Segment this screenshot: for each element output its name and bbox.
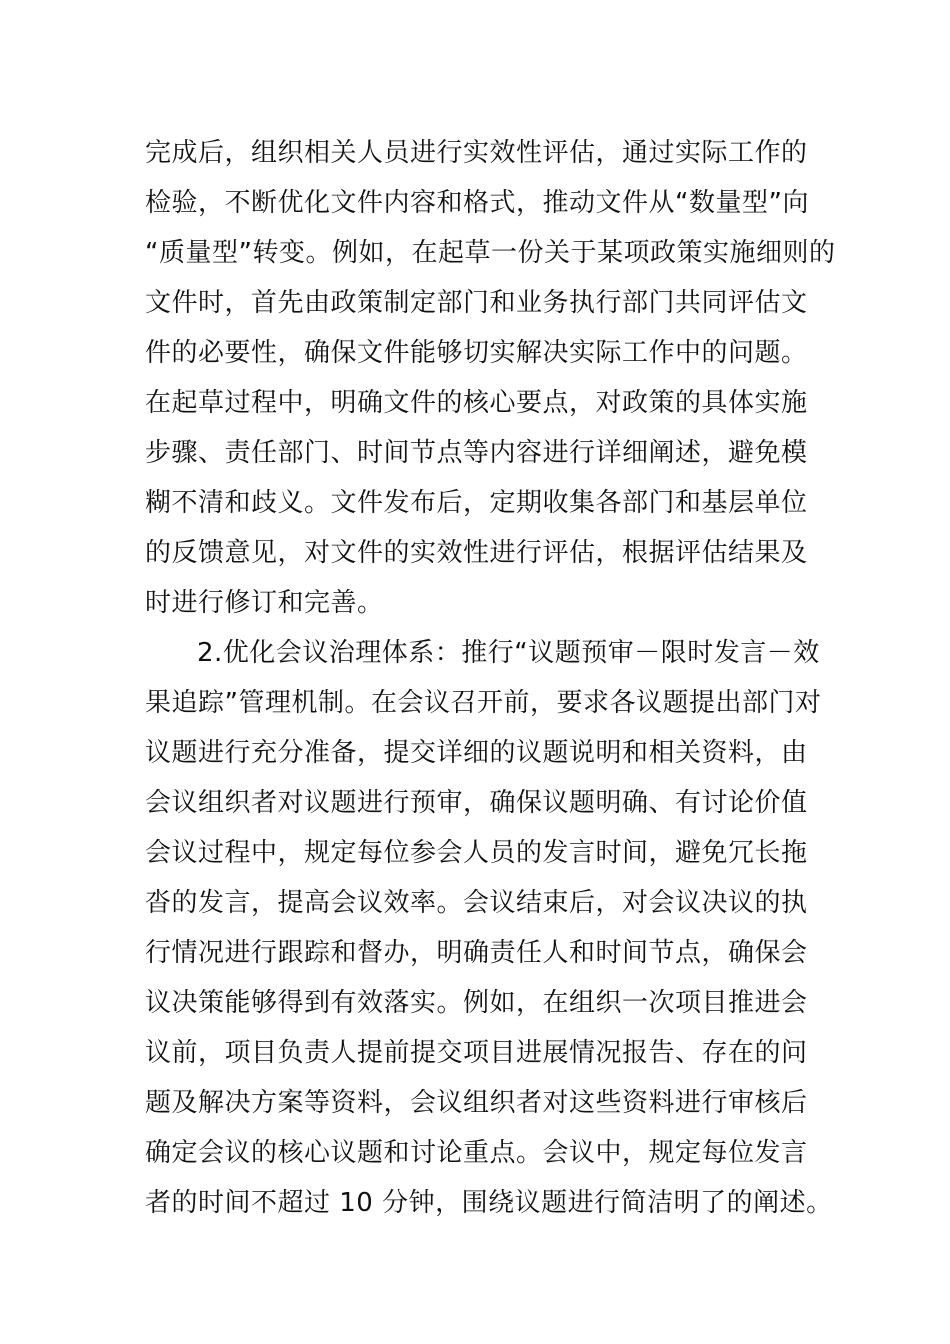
text-line: 议决策能够得到有效落实。例如，在组织一次项目推进会	[145, 988, 808, 1018]
text-line: 件的必要性，确保文件能够切实解决实际工作中的问题。	[145, 338, 808, 368]
text-line: 行情况进行跟踪和督办，明确责任人和时间节点，确保会	[145, 938, 808, 968]
text-line: 会议组织者对议题进行预审，确保议题明确、有讨论价值	[145, 788, 808, 818]
text-line: 果追踪”管理机制。在会议召开前，要求各议题提出部门对	[145, 688, 822, 718]
text-line: 完成后，组织相关人员进行实效性评估，通过实际工作的	[145, 138, 808, 168]
text-line: 时进行修订和完善。	[145, 588, 384, 618]
text-line: 文件时，首先由政策制定部门和业务执行部门共同评估文	[145, 288, 808, 318]
text-line: 议前，项目负责人提前提交项目进展情况报告、存在的问	[145, 1038, 808, 1068]
text-line: 沓的发言，提高会议效率。会议结束后，对会议决议的执	[145, 888, 808, 918]
text-line: 题及解决方案等资料，会议组织者对这些资料进行审核后	[145, 1088, 808, 1118]
text-line: “质量型”转变。例如，在起草一份关于某项政策实施细则的	[145, 238, 836, 268]
text-line: 确定会议的核心议题和讨论重点。会议中，规定每位发言	[145, 1138, 808, 1168]
text-line: 议题进行充分准备，提交详细的议题说明和相关资料，由	[145, 738, 808, 768]
body-text	[145, 128, 836, 1228]
paragraph-1	[145, 128, 836, 628]
text-line: 检验，不断优化文件内容和格式，推动文件从“数量型”向	[145, 188, 809, 218]
text-line: 在起草过程中，明确文件的核心要点，对政策的具体实施	[145, 388, 808, 418]
text-line: 者的时间不超过 10 分钟，围绕议题进行简洁明了的阐述。	[145, 1188, 833, 1218]
text-line: 会议过程中，规定每位参会人员的发言时间，避免冗长拖	[145, 838, 808, 868]
text-line: 2.优化会议治理体系：推行“议题预审－限时发言－效	[197, 638, 820, 668]
paragraph-2	[145, 628, 833, 1228]
text-line: 糊不清和歧义。文件发布后，定期收集各部门和基层单位	[145, 488, 808, 518]
text-line: 的反馈意见，对文件的实效性进行评估，根据评估结果及	[145, 538, 808, 568]
text-line: 步骤、责任部门、时间节点等内容进行详细阐述，避免模	[145, 438, 808, 468]
